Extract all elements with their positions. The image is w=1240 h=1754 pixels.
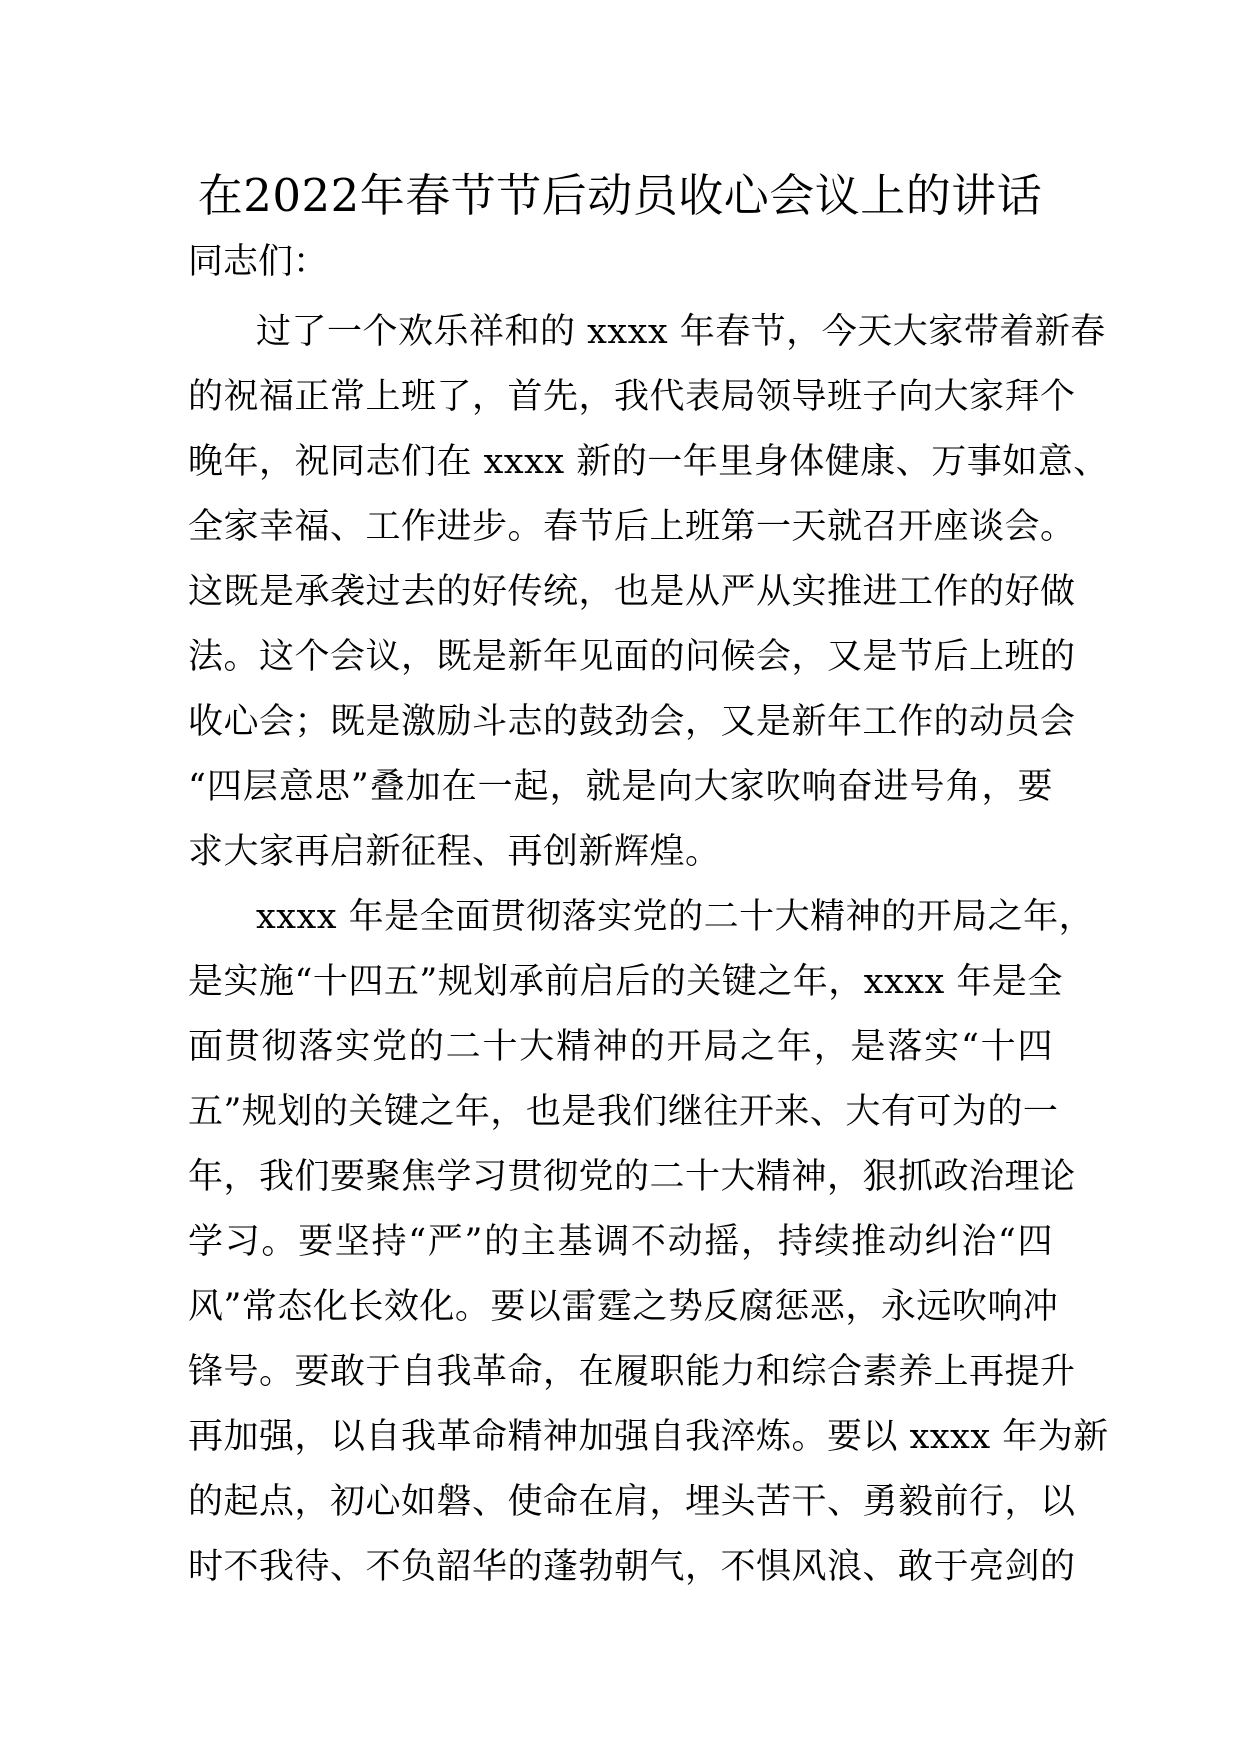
document-title: 在2022年春节节后动员收心会议上的讲话 bbox=[197, 169, 1043, 222]
document-body bbox=[188, 237, 1109, 1600]
paragraph-line: 五”规划的关键之年，也是我们继往开来、大有可为的一 bbox=[188, 1092, 1059, 1132]
paragraph-line: 锋号。要敢于自我革命，在履职能力和综合素养上再提升 bbox=[188, 1352, 1076, 1392]
paragraph-line: 年，我们要聚焦学习贯彻党的二十大精神，狠抓政治理论 bbox=[188, 1157, 1076, 1197]
paragraph-2 bbox=[188, 885, 1109, 1600]
paragraph-line: 过了一个欢乐祥和的 xxxx 年春节，今天大家带着新春 bbox=[256, 312, 1106, 352]
paragraph-line: 学习。要坚持“严”的主基调不动摇，持续推动纠治“四 bbox=[188, 1222, 1053, 1262]
paragraph-line: 这既是承袭过去的好传统，也是从严从实推进工作的好做 bbox=[188, 572, 1076, 612]
paragraph-line: 再加强，以自我革命精神加强自我淬炼。要以 xxxx 年为新 bbox=[188, 1417, 1109, 1457]
paragraph-line: “四层意思”叠加在一起，就是向大家吹响奋进号角，要 bbox=[188, 767, 1053, 807]
paragraph-line: 的起点，初心如磐、使命在肩，埋头苦干、勇毅前行，以 bbox=[188, 1482, 1076, 1522]
paragraph-line: 晚年，祝同志们在 xxxx 新的一年里身体健康、万事如意、 bbox=[188, 442, 1109, 482]
paragraph-line: 风”常态化长效化。要以雷霆之势反腐惩恶，永远吹响冲 bbox=[188, 1287, 1059, 1327]
paragraph-line: xxxx 年是全面贯彻落实党的二十大精神的开局之年， bbox=[256, 897, 1095, 937]
paragraph-line: 面贯彻落实党的二十大精神的开局之年，是落实“十四 bbox=[188, 1027, 1053, 1067]
paragraph-line: 的祝福正常上班了，首先，我代表局领导班子向大家拜个 bbox=[188, 377, 1076, 417]
paragraph-line: 法。这个会议，既是新年见面的问候会，又是节后上班的 bbox=[188, 637, 1076, 677]
paragraph-line: 收心会；既是激励斗志的鼓劲会，又是新年工作的动员会 bbox=[188, 702, 1076, 742]
paragraph-line: 全家幸福、工作进步。春节后上班第一天就召开座谈会。 bbox=[188, 507, 1076, 547]
paragraph-line: 时不我待、不负韶华的蓬勃朝气，不惧风浪、敢于亮剑的 bbox=[188, 1547, 1076, 1587]
paragraph-1 bbox=[188, 300, 1109, 885]
paragraph-line: 求大家再启新征程、再创新辉煌。 bbox=[188, 832, 721, 872]
paragraph-line: 是实施“十四五”规划承前启后的关键之年，xxxx 年是全 bbox=[188, 962, 1063, 1002]
salutation: 同志们： bbox=[188, 242, 329, 282]
